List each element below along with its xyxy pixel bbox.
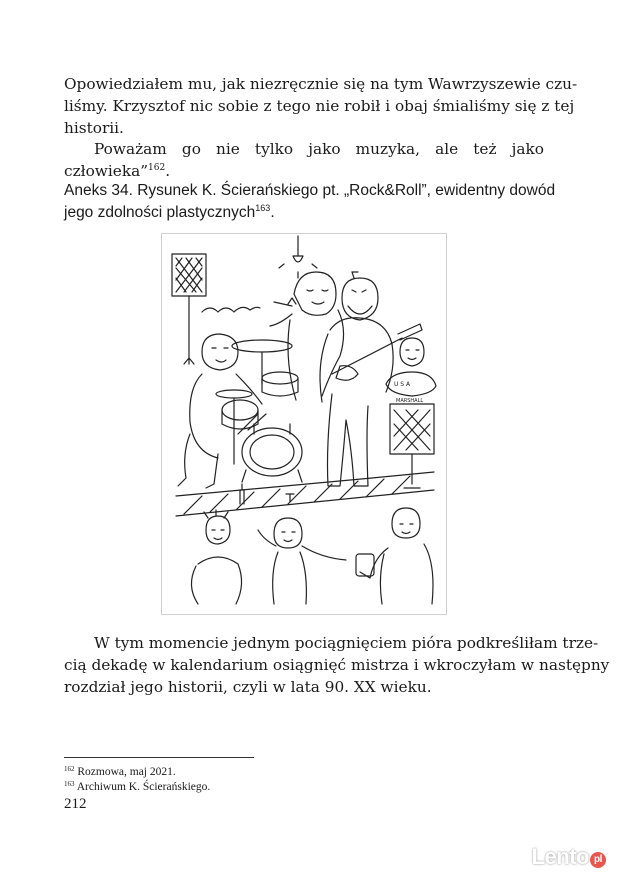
footnote-ref-162: 162: [148, 163, 166, 173]
paragraph-3: [64, 632, 610, 698]
light-bulb-drawing: [279, 236, 317, 278]
rock-and-roll-drawing: [161, 233, 447, 615]
paragraph-2-end: .: [165, 162, 171, 180]
drummer-drawing: [178, 334, 262, 488]
footnote-ref-163: 163: [255, 203, 271, 213]
stage-curtain-drawing: [202, 307, 260, 312]
footnote-163: [64, 780, 210, 794]
footnote-text: Archiwum K. Ścierańskiego.: [74, 781, 211, 793]
paragraph-2-text: Poważam go nie tylko jako muzyka, ale też jako człowieka”: [64, 140, 544, 180]
paragraph-3-line: cią dekadę w kalendarium osiągnięć mistrza i wkroczyłam w następny: [64, 656, 610, 674]
paragraph-3-line: W tym momencie jednym pociągnięciem pióra podkreśliłam trze-: [94, 634, 599, 652]
paragraph-1-line: Opowiedziałem mu, jak niezręcznie się na tym Wawrzyszewie czu-: [64, 75, 578, 93]
paragraph-2: [64, 138, 544, 182]
paragraph-1-line: liśmy. Krzysztof nic sobie z tego nie robił i obaj śmialiśmy się z tej: [64, 97, 575, 115]
watermark-badge: pl: [590, 852, 606, 868]
footnote-divider: [64, 757, 254, 758]
page-number: 212: [64, 796, 87, 812]
caption-line-2: [64, 202, 544, 224]
footnote-162: [64, 765, 176, 779]
usa-label: U S A: [394, 381, 411, 388]
lento-watermark: [532, 844, 606, 870]
caption-end: .: [270, 204, 275, 221]
singer-drawing: [270, 272, 344, 400]
paragraph-1-line: historii.: [64, 119, 124, 137]
watermark-text: Lento: [531, 844, 589, 869]
footnote-text: Rozmowa, maj 2021.: [74, 766, 176, 778]
caption-line-1: Aneks 34. Rysunek K. Ścierańskiego pt. „Rock&Roll”, ewidentny dowód: [64, 182, 556, 199]
paragraph-1: [64, 73, 578, 139]
footnote-number: 162: [64, 765, 75, 773]
speaker-drawing: [172, 254, 206, 364]
paragraph-3-line: rozdział jego historii, czyli w lata 90. XX wieku.: [64, 678, 432, 696]
dancers-drawing: [191, 508, 433, 604]
amp-label: MARSHALL: [396, 398, 424, 404]
figure-caption: [64, 180, 556, 224]
caption-line-2-text: jego zdolności plastycznych: [64, 204, 256, 221]
footnote-number: 163: [64, 780, 75, 788]
